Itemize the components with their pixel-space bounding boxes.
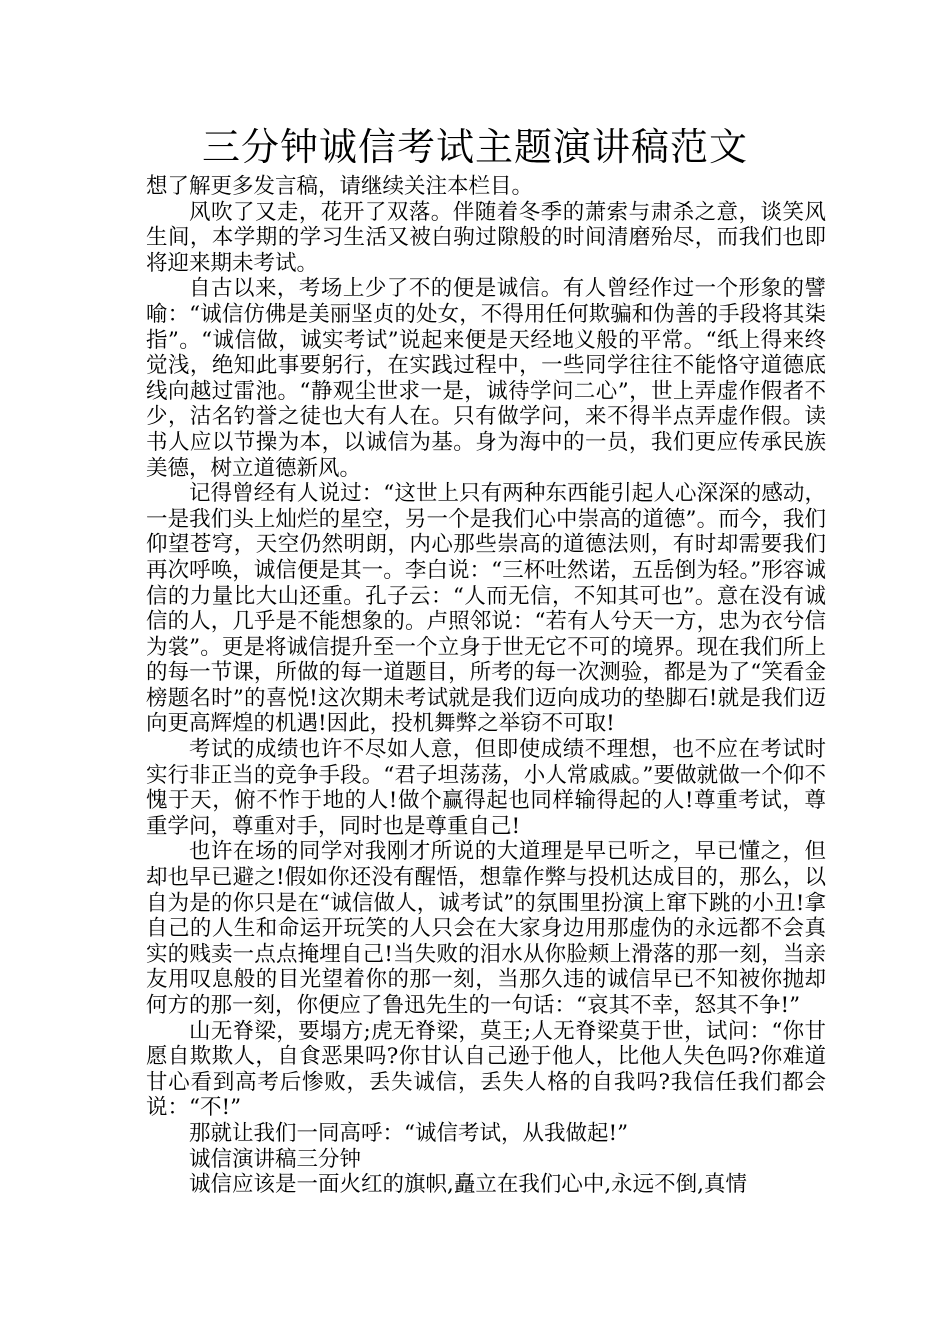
paragraph: 考试的成绩也许不尽如人意，但即使成绩不理想，也不应在考试时实行非正当的竞争手段。“君子坦荡荡，小人常戚戚。”要做就做一个仰不愧于天，俯不怍于地的人!做个赢得起也同样输得起的人!尊重考试，尊重学问，尊重对手，同时也是尊重自己! xyxy=(146,737,826,839)
paragraph: 诚信演讲稿三分钟 xyxy=(189,1146,362,1172)
paragraph: 风吹了又走，花开了双落。伴随着冬季的萧索与肃杀之意，谈笑风生间，本学期的学习生活又被白驹过隙般的时间清磨殆尽，而我们也即将迎来期未考试。 xyxy=(146,199,826,276)
paragraph: 也许在场的同学对我刚才所说的大道理是早已听之，早已懂之，但却也早已避之!假如你还没有醒悟，想靠作弊与投机达成目的，那么，以自为是的你只是在“诚信做人，诚考试”的氛围里扮演上窜下跳的小丑!拿自己的人生和命运开玩笑的人只会在大家身边用那虚伪的永远都不会真实的贱卖一点点掩埋自己!当失败的泪水从你脸颊上滑落的那一刻，当亲友用叹息般的目光望着你的那一刻，当那久违的诚信早已不知被你抛却何方的那一刻，你便应了鲁迅先生的一句话：“哀其不幸，怒其不争!” xyxy=(146,839,826,1018)
document-title: 三分钟诚信考试主题演讲稿范文 xyxy=(201,125,748,169)
paragraph: 自古以来，考场上少了不的便是诚信。有人曾经作过一个形象的譬喻：“诚信仿佛是美丽坚贞的处女，不得用任何欺骗和伪善的手段将其柒指”。“诚信做，诚实考试”说起来便是天经地义般的平常。“纸上得来终觉浅，绝知此事要躬行，在实践过程中，一些同学往往不能恪守道德底线向越过雷池。“静观尘世求一是，诚待学问二心”，世上弄虚作假者不少，沽名钓誉之徒也大有人在。只有做学问，来不得半点弄虚作假。读书人应以节操为本，以诚信为基。身为海中的一员，我们更应传承民族美德，树立道德新风。 xyxy=(146,276,826,481)
paragraph: 山无脊梁，要塌方;虎无脊梁，莫王;人无脊梁莫于世，试问：“你甘愿自欺欺人，自食恶果吗?你甘认自己逊于他人，比他人失色吗?你难道甘心看到高考后惨败，丢失诚信，丢失人格的自我吗?我信任我们都会说：“不!” xyxy=(146,1018,826,1121)
paragraph: 那就让我们一同高呼：“诚信考试，从我做起!” xyxy=(189,1120,629,1146)
document-body xyxy=(146,174,826,1198)
paragraph: 想了解更多发言稿，请继续关注本栏目。 xyxy=(146,174,534,199)
paragraph: 诚信应该是一面火红的旗帜,矗立在我们心中,永远不倒,真情 xyxy=(189,1172,748,1198)
paragraph: 记得曾经有人说过：“这世上只有两种东西能引起人心深深的感动，一是我们头上灿烂的星空，另一个是我们心中崇高的道德”。而今，我们仰望苍穹，天空仍然明朗，内心那些崇高的道德法则，有时却需要我们再次呼唤，诚信便是其一。李白说：“三杯吐然诺，五岳倒为轻。”形容诚信的力量比大山还重。孔子云：“人而无信，不知其可也”。意在没有诚信的人，几乎是不能想象的。卢照邻说：“若有人兮天一方，忠为衣兮信为裳”。更是将诚信提升至一个立身于世无它不可的境界。现在我们所上的每一节课，所做的每一道题目，所考的每一次测验，都是为了“笑看金榜题名时”的喜悦!这次期未考试就是我们迈向成功的垫脚石!就是我们迈向更高辉煌的机遇!因此，投机舞弊之举窃不可取! xyxy=(146,481,826,737)
